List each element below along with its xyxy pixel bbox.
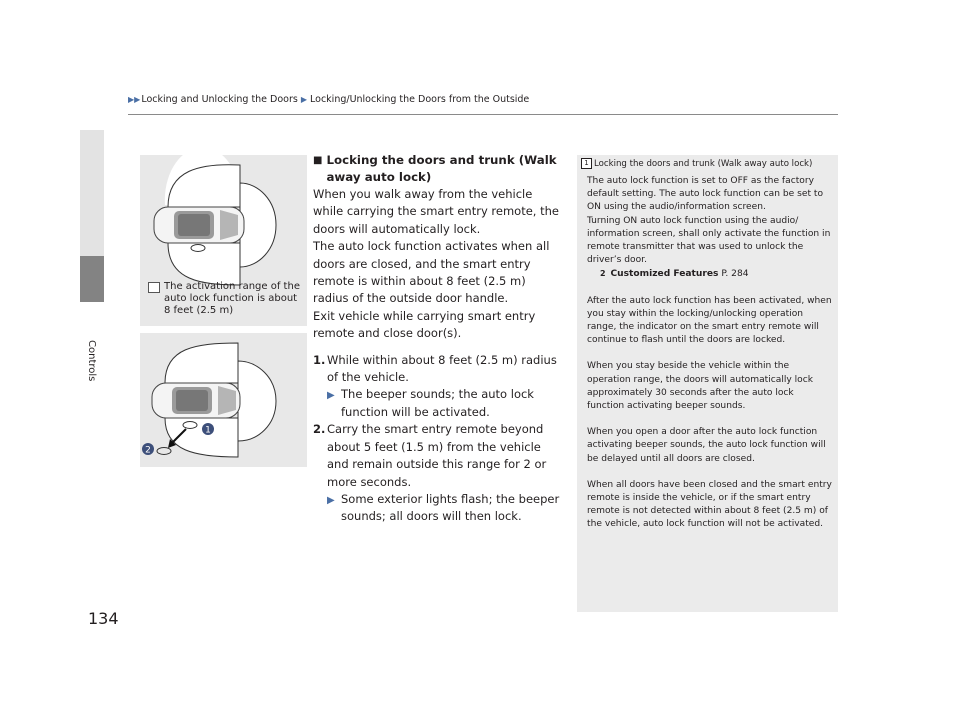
- note-paragraph: The auto lock function is set to OFF as the factory default setting. The auto lock function can be set to ON using the audio/information screen.: [587, 176, 824, 213]
- notes-title: [581, 158, 812, 169]
- note-paragraph: When all doors have been closed and the smart entry remote is inside the vehicle, or if the smart entry remote is not detected within about 8 feet (2.5 m) of the vehicle, auto lock function will not be activated.: [587, 479, 832, 530]
- callout-1: 1: [205, 425, 211, 436]
- main-content: [313, 152, 561, 526]
- note-xref: [587, 267, 833, 281]
- notes-title-text: Locking the doors and trunk (Walk away auto lock): [594, 158, 813, 169]
- xref-book-icon: 2: [600, 269, 606, 279]
- xref-link[interactable]: Customized Features: [610, 269, 719, 280]
- note-paragraph: When you stay beside the vehicle within the operation range, the doors will automatically lock approximately 30 seconds after the auto lock function activating beeper sounds.: [587, 361, 814, 412]
- breadcrumb-topic[interactable]: Locking/Unlocking the Doors from the Outside: [310, 94, 530, 105]
- range-note-text: The activation range of the auto lock function is about 8 feet (2.5 m): [164, 281, 300, 316]
- step-number: 1.: [313, 352, 326, 367]
- heading-text: Locking the doors and trunk (Walk away auto lock): [326, 153, 557, 184]
- step-result-text: The beeper sounds; the auto lock function will be activated.: [341, 387, 534, 419]
- note-paragraph: Turning ON auto lock function using the audio/ information screen, shall only activate the function in remote transmitter that was used to unlock the driver’s door.: [587, 215, 831, 266]
- cross-reference[interactable]: [587, 267, 833, 281]
- breadcrumb-arrow-icon: ▶: [300, 95, 308, 104]
- note-paragraph: When you open a door after the auto lock function activating beeper sounds, the auto lock function will be delayed until all doors are closed.: [587, 427, 826, 464]
- step-number: 2.: [313, 422, 326, 437]
- breadcrumb-arrow-icon: ▶▶: [128, 95, 141, 104]
- step-2: [313, 421, 561, 525]
- step-text: While within about 8 feet (2.5 m) radius of the vehicle.: [327, 352, 557, 385]
- step-text: Carry the smart entry remote beyond about 5 feet (1.5 m) from the vehicle and remain outside this range for 2 or more seconds.: [327, 422, 547, 489]
- note-paragraph: After the auto lock function has been activated, when you stay within the locking/unlocking operation range, the indicator on the smart entry remote will continue to flash until the doors are locked.: [587, 295, 832, 346]
- result-arrow-icon: ▶: [327, 390, 335, 402]
- heading-marker: ■: [313, 155, 323, 166]
- body-paragraph: When you walk away from the vehicle while carrying the smart entry remote, the doors will automatically lock.: [313, 187, 559, 236]
- step-1: [313, 352, 561, 422]
- header-divider: [128, 114, 838, 115]
- notes-body: [587, 175, 833, 545]
- step-result: [327, 491, 561, 526]
- illustration-activation-range: [140, 155, 307, 326]
- side-tab-track: [80, 130, 104, 256]
- range-swatch: [148, 282, 160, 293]
- walk-away-diagram: [140, 333, 307, 467]
- callout-2: 2: [145, 445, 151, 456]
- section-heading: [313, 152, 561, 186]
- xref-page: P. 284: [721, 269, 749, 280]
- notes-panel: [577, 155, 838, 612]
- note-index-icon: 1: [581, 158, 592, 169]
- body-paragraph: The auto lock function activates when all doors are closed, and the smart entry remote is within about 8 feet (2.5 m) radius of the outside door handle.: [313, 239, 550, 306]
- side-tab-indicator: [80, 256, 104, 302]
- result-arrow-icon: ▶: [327, 494, 335, 506]
- step-result-text: Some exterior lights flash; the beeper sounds; all doors will then lock.: [341, 491, 560, 524]
- page-number: 134: [88, 609, 119, 628]
- body-paragraph: Exit vehicle while carrying smart entry remote and close door(s).: [313, 308, 536, 341]
- breadcrumb-section[interactable]: Locking and Unlocking the Doors: [141, 94, 298, 105]
- side-chapter-label: Controls: [86, 340, 97, 382]
- breadcrumb: [128, 94, 529, 105]
- step-result: [327, 386, 561, 421]
- illustration-walk-away: [140, 333, 307, 467]
